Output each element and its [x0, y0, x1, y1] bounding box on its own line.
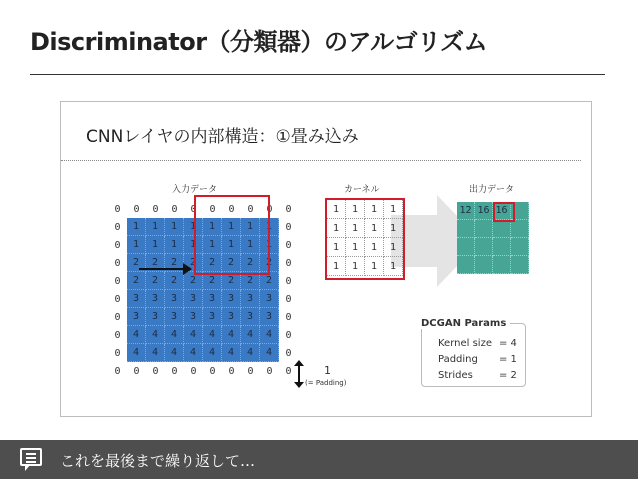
input-cell: 1: [184, 218, 203, 236]
input-cell: 2: [222, 254, 241, 272]
input-cell: 0: [285, 239, 292, 251]
input-cell: 3: [260, 308, 279, 326]
input-cell: 1: [241, 218, 260, 236]
input-cell: 3: [241, 308, 260, 326]
input-cell: 0: [285, 203, 292, 215]
input-cell: 4: [165, 344, 184, 362]
input-cell: 0: [209, 203, 216, 215]
input-cell: 1: [146, 236, 165, 254]
note-icon: [20, 448, 42, 466]
params-title: DCGAN Params: [421, 318, 510, 329]
input-cell: 3: [203, 308, 222, 326]
kernel-cell: 1: [384, 200, 403, 219]
input-cell: 2: [146, 272, 165, 290]
input-cell: 2: [184, 272, 203, 290]
output-cell: [511, 256, 529, 274]
input-cell: 1: [146, 218, 165, 236]
output-cell-highlight: [493, 202, 515, 222]
input-cell: 3: [222, 290, 241, 308]
kernel-caption: カーネル: [344, 185, 380, 195]
input-cell: 2: [222, 272, 241, 290]
input-cell: 0: [228, 203, 235, 215]
input-cell: 0: [114, 257, 121, 269]
input-cell: 0: [209, 365, 216, 377]
param-strides-value: = 2: [499, 370, 517, 381]
input-cell: 2: [241, 254, 260, 272]
kernel-cell: 1: [327, 200, 346, 219]
input-cell: 1: [165, 218, 184, 236]
panel-divider: [61, 160, 581, 161]
param-strides-label: Strides: [438, 370, 473, 381]
output-cell: [511, 220, 529, 238]
input-cell: 3: [165, 308, 184, 326]
input-cell: 3: [184, 290, 203, 308]
kernel-window-highlight: [194, 195, 270, 275]
input-cell: 0: [285, 311, 292, 323]
input-cell: 2: [203, 272, 222, 290]
output-cell: 16: [493, 202, 511, 220]
input-cell: 0: [114, 239, 121, 251]
input-cell: 2: [260, 272, 279, 290]
input-cell: 0: [114, 311, 121, 323]
input-cell: 0: [152, 365, 159, 377]
footer-bar: [0, 440, 638, 479]
input-caption: 入力データ: [172, 185, 218, 195]
kernel-cell: 1: [365, 257, 384, 276]
input-cell: 4: [260, 344, 279, 362]
kernel-cell: 1: [346, 257, 365, 276]
input-cell: 3: [127, 290, 146, 308]
title-divider: [30, 74, 605, 75]
input-cell: 4: [222, 326, 241, 344]
input-cell: 4: [184, 344, 203, 362]
kernel-cell: 1: [327, 238, 346, 257]
param-kernel-value: = 4: [499, 338, 517, 349]
input-cell: 0: [152, 203, 159, 215]
output-cell: [457, 238, 475, 256]
input-cell: 0: [285, 347, 292, 359]
output-cell: 16: [475, 202, 493, 220]
input-cell: 0: [114, 275, 121, 287]
input-cell: 3: [165, 290, 184, 308]
kernel-border: [325, 198, 405, 280]
input-cell: 3: [241, 290, 260, 308]
output-cell: [457, 256, 475, 274]
kernel-cell: 1: [365, 219, 384, 238]
input-cell: 1: [184, 236, 203, 254]
input-cell: 1: [260, 236, 279, 254]
input-cell: 0: [114, 365, 121, 377]
input-cell: 4: [222, 344, 241, 362]
param-padding-value: = 1: [499, 354, 517, 365]
input-cell: 2: [127, 272, 146, 290]
input-cell: 4: [203, 344, 222, 362]
padding-arrow-down-icon: [294, 382, 304, 388]
input-cell: 0: [285, 275, 292, 287]
input-cell: 0: [285, 329, 292, 341]
output-cell: [493, 220, 511, 238]
padding-value: 1: [324, 364, 331, 377]
panel-title: CNNレイヤの内部構造：①畳み込み: [86, 127, 359, 147]
input-cell: 0: [285, 221, 292, 233]
input-cell: 2: [146, 254, 165, 272]
input-cell: 0: [114, 347, 121, 359]
input-cell: 4: [127, 344, 146, 362]
input-cell: 0: [285, 365, 292, 377]
input-cell: 3: [203, 290, 222, 308]
param-kernel-label: Kernel size: [438, 338, 492, 349]
input-cell: 0: [190, 365, 197, 377]
output-cell: 12: [457, 202, 475, 220]
kernel-cell: 1: [365, 200, 384, 219]
output-caption: 出力データ: [469, 185, 515, 195]
input-cell: 1: [222, 236, 241, 254]
input-cell: 3: [146, 290, 165, 308]
padding-arrow-line: [298, 365, 300, 383]
input-cell: 0: [228, 365, 235, 377]
output-cell: [493, 256, 511, 274]
input-cell: 2: [127, 254, 146, 272]
output-cell: [457, 220, 475, 238]
kernel-cell: 1: [327, 257, 346, 276]
input-cell: 0: [114, 293, 121, 305]
stride-arrow-icon: [183, 263, 192, 275]
padding-arrow-up-icon: [294, 360, 304, 366]
input-cell: 2: [184, 254, 203, 272]
input-cell: 2: [241, 272, 260, 290]
input-cell: 4: [165, 326, 184, 344]
kernel-cell: 1: [384, 219, 403, 238]
kernel-cell: 1: [327, 219, 346, 238]
output-cell: [493, 238, 511, 256]
input-cell: 0: [171, 203, 178, 215]
slide-title: Discriminator（分類器）のアルゴリズム: [30, 28, 488, 56]
kernel-cell: 1: [365, 238, 384, 257]
kernel-cell: 1: [346, 219, 365, 238]
input-cell: 3: [127, 308, 146, 326]
param-padding-label: Padding: [438, 354, 478, 365]
output-cell: [475, 256, 493, 274]
input-cell: 0: [247, 365, 254, 377]
input-cell: 1: [222, 218, 241, 236]
input-cell: 2: [260, 254, 279, 272]
output-cell: [511, 238, 529, 256]
kernel-cell: 1: [346, 238, 365, 257]
input-cell: 4: [146, 344, 165, 362]
input-cell: 0: [114, 329, 121, 341]
content-panel: [60, 101, 592, 417]
input-cell: 4: [241, 344, 260, 362]
input-cell: 3: [146, 308, 165, 326]
kernel-cell: 1: [384, 257, 403, 276]
input-cell: 1: [241, 236, 260, 254]
padding-note: (= Padding): [305, 379, 347, 387]
input-cell: 2: [203, 254, 222, 272]
input-cell: 2: [165, 254, 184, 272]
input-cell: 1: [165, 236, 184, 254]
kernel-cell: 1: [346, 200, 365, 219]
input-cell: 0: [266, 203, 273, 215]
stride-arrow-line: [139, 268, 185, 270]
input-cell: 0: [285, 257, 292, 269]
input-cell: 0: [114, 221, 121, 233]
input-cell: 0: [247, 203, 254, 215]
footer-text: これを最後まで繰り返して…: [60, 452, 256, 470]
input-cell: 0: [114, 203, 121, 215]
input-cell: 0: [133, 365, 140, 377]
input-cell: 4: [127, 326, 146, 344]
output-cell: [475, 238, 493, 256]
input-cell: 1: [127, 218, 146, 236]
input-cell: 4: [260, 326, 279, 344]
input-cell: 1: [127, 236, 146, 254]
input-cell: 3: [184, 308, 203, 326]
input-cell: 4: [241, 326, 260, 344]
input-cell: 1: [260, 218, 279, 236]
input-cell: 4: [184, 326, 203, 344]
input-cell: 2: [165, 272, 184, 290]
input-cell: 3: [260, 290, 279, 308]
input-cell: 3: [222, 308, 241, 326]
input-cell: 4: [146, 326, 165, 344]
input-cell: 1: [203, 236, 222, 254]
input-cell: 0: [171, 365, 178, 377]
kernel-cell: 1: [384, 238, 403, 257]
input-cell: 1: [203, 218, 222, 236]
input-cell: 0: [266, 365, 273, 377]
input-cell: 4: [203, 326, 222, 344]
input-cell: 0: [133, 203, 140, 215]
input-cell: 0: [285, 293, 292, 305]
output-cell: [475, 220, 493, 238]
input-cell: 0: [190, 203, 197, 215]
